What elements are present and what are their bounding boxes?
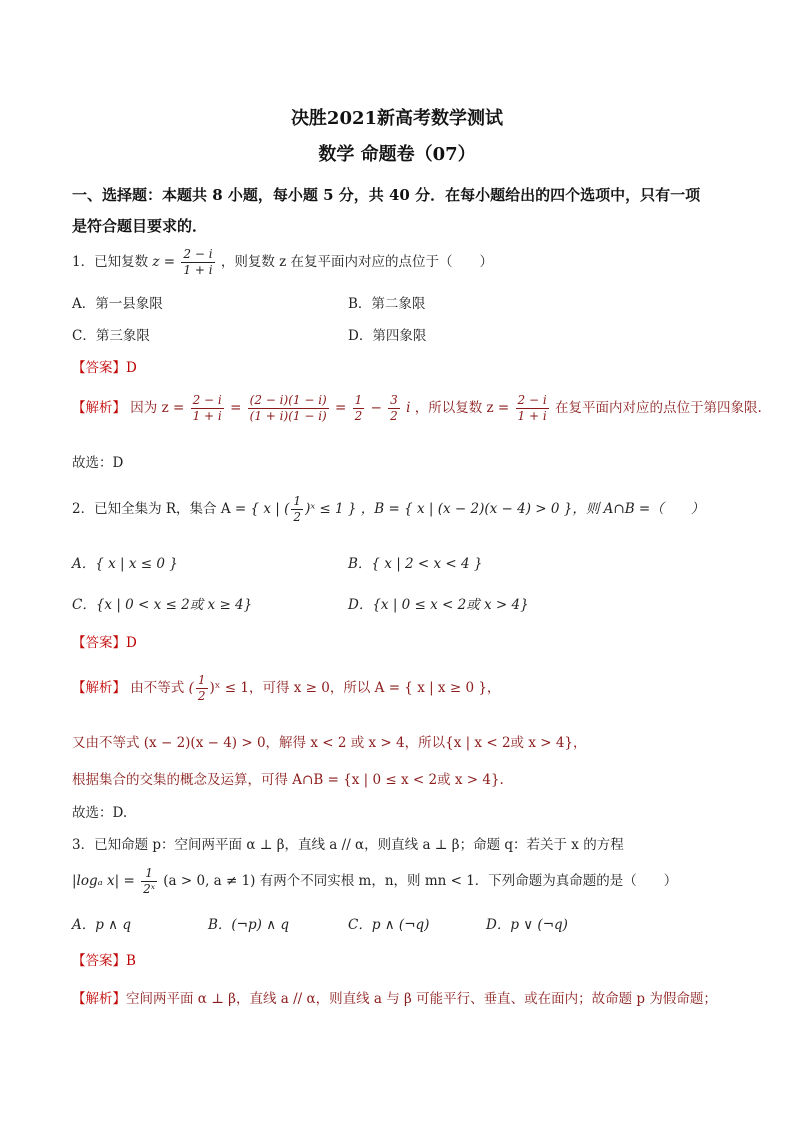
exam-title: 决胜2021新高考数学测试 — [290, 108, 504, 129]
q1-answer-value: D — [126, 360, 137, 376]
exam-subtitle: 数学 命题卷（07） — [318, 144, 476, 165]
q1-explain-frac1 — [191, 393, 224, 424]
q1-explain-text3: 在复平面内对应的点位于第四象限. — [555, 400, 762, 416]
q1-fraction-denominator: 1 + i — [183, 263, 213, 277]
q1-option-d: D．第四象限 — [348, 328, 427, 344]
q1-explain-frac5-den: 1 + i — [517, 409, 547, 423]
q1-stem-z: z = — [152, 254, 176, 270]
q1-conclusion: 故选：D — [72, 455, 124, 471]
question-2-stem: 2．已知全集为 R，集合 A = { x | ( $\frac{1}{2}$ )ˣ ≤ 1 } ，B = { x | (x − 2)(x − 4) > 0 }，则 A∩B =（ ） — [72, 494, 705, 524]
q3-stem2-b: (a > 0, a ≠ 1) 有两个不同实根 m，n，则 mn < 1．下列命题为真命题的是（ ） — [163, 873, 678, 889]
q1-explain-frac1-den: 1 + i — [192, 409, 222, 423]
q3-explain-tag: 【解析】 — [72, 991, 126, 1007]
question-1-stem — [72, 247, 493, 278]
q1-explain-frac1-num: 2 − i — [192, 393, 222, 407]
q3-explain1: 空间两平面 α ⊥ β，直线 a // α，则直线 a 与 β 可能平行、垂直、或在面内；故命题 p 为假命题； — [126, 991, 717, 1007]
q1-option-c: C．第三象限 — [72, 328, 150, 344]
q1-fraction — [181, 247, 214, 278]
q1-explain-frac5-num: 2 − i — [517, 393, 547, 407]
q1-explain-text2: ，所以复数 z = — [414, 400, 510, 416]
q2-option-a: A．{ x | x ≤ 0 } — [72, 556, 178, 572]
q3-option-d: D．p ∨ (¬q) — [486, 917, 568, 933]
q3-stem2-frac — [141, 866, 157, 897]
q1-explain-frac2-den: (1 + i)(1 − i) — [249, 409, 327, 423]
q2-set-a-right: )ˣ ≤ 1 } — [305, 501, 357, 517]
q1-answer-tag: 【答案】 — [72, 360, 126, 376]
q2-set-a-left: { x | — [250, 501, 280, 517]
q2-answer-value: D — [126, 635, 137, 651]
q2-stem-prefix: 2．已知全集为 R，集合 A = — [72, 501, 247, 517]
q2-explain1-frac-num: 1 — [197, 673, 206, 687]
q2-answer — [72, 631, 137, 651]
q1-explain-frac4 — [388, 393, 400, 424]
section-heading-line2: 是符合题目要求的． — [72, 217, 208, 235]
q1-explain-frac3-num: 1 — [354, 393, 363, 407]
question-3-stem-line1: 3．已知命题 p：空间两平面 α ⊥ β，直线 a // α，则直线 a ⊥ β；命题 q：若关于 x 的方程 — [72, 837, 624, 853]
q3-option-c: C．p ∧ (¬q) — [348, 917, 430, 933]
q1-answer — [72, 356, 137, 376]
q2-explain1-b: )ˣ ≤ 1，可得 x ≥ 0，所以 A = { x | x ≥ 0 }， — [209, 680, 501, 696]
q3-answer-value: B — [126, 953, 136, 969]
q2-option-b: B．{ x | 2 < x < 4 } — [348, 556, 483, 572]
q1-explain-frac3 — [353, 393, 365, 424]
q1-explain-frac4-num: 3 — [390, 393, 398, 407]
q3-option-a: A．p ∧ q — [72, 917, 131, 933]
q1-explain-frac2-num: (2 − i)(1 − i) — [249, 393, 327, 407]
q2-explanation-line2: 又由不等式 (x − 2)(x − 4) > 0，解得 x < 2 或 x > 4，所以{x | x < 2或 x > 4}， — [72, 735, 587, 751]
q3-answer — [72, 949, 136, 969]
q3-explanation-line1 — [72, 987, 717, 1007]
q1-explanation — [72, 393, 762, 424]
q1-explain-text1: 因为 z = — [130, 400, 185, 416]
q1-explain-minus: − — [370, 400, 382, 416]
q2-answer-tag: 【答案】 — [72, 635, 126, 651]
question-3-stem-line2 — [72, 866, 677, 897]
q2-conclusion: 故选：D. — [72, 805, 128, 821]
q1-explain-tag: 【解析】 — [72, 400, 126, 416]
q1-explain-eq1: = — [230, 400, 242, 416]
q2-explain1-a: 由不等式 — [130, 680, 185, 696]
q1-option-b: B．第二象限 — [348, 296, 426, 312]
q2-explanation-line3: 根据集合的交集的概念及运算，可得 A∩B = {x | 0 ≤ x < 2或 x > 4}. — [72, 772, 504, 788]
q1-explain-frac4-den: 2 — [390, 409, 398, 423]
q1-stem-suffix: ，则复数 z 在复平面内对应的点位于（ ） — [220, 254, 494, 270]
q1-stem-prefix: 1．已知复数 — [72, 254, 149, 270]
q2-explain1-frac — [196, 673, 208, 704]
q2-explain-tag: 【解析】 — [72, 680, 126, 696]
q1-explain-eq2: = — [335, 400, 347, 416]
q3-answer-tag: 【答案】 — [72, 953, 126, 969]
q3-stem2-frac-den: 2ˣ — [143, 882, 155, 896]
q1-explain-frac2 — [248, 393, 329, 424]
q1-fraction-numerator: 2 − i — [183, 247, 213, 261]
q3-option-b: B．(¬p) ∧ q — [208, 917, 290, 933]
q2-option-c: C．{x | 0 < x ≤ 2或 x ≥ 4} — [72, 597, 253, 613]
q3-stem2-frac-num: 1 — [141, 866, 157, 882]
q2-explanation-line1: 【解析】 由不等式 ( $\frac{1}{2}$ )ˣ ≤ 1，可得 x ≥ 0，所以 A = { x | x ≥ 0 }， — [72, 673, 501, 703]
q1-explain-frac3-den: 2 — [354, 409, 363, 423]
q3-stem2-a: |logₐ x| = — [72, 873, 135, 889]
q2-set-b: ，B = { x | (x − 2)(x − 4) > 0 }，则 A∩B =（ ） — [360, 501, 705, 517]
q2-set-a-frac-num: 1 — [293, 494, 302, 508]
q1-explain-frac5 — [516, 393, 549, 424]
q2-set-a-frac — [291, 494, 303, 525]
section-heading-line1: 一、选择题：本题共 8 小题，每小题 5 分，共 40 分．在每小题给出的四个选项中，只有一项 — [72, 186, 701, 204]
q2-explain1-frac-den: 2 — [197, 689, 206, 703]
q1-option-a: A．第一县象限 — [72, 296, 163, 312]
q2-set-a-frac-den: 2 — [293, 510, 302, 524]
q1-explain-i: i — [406, 400, 411, 416]
q2-option-d: D．{x | 0 ≤ x < 2或 x > 4} — [348, 597, 529, 613]
